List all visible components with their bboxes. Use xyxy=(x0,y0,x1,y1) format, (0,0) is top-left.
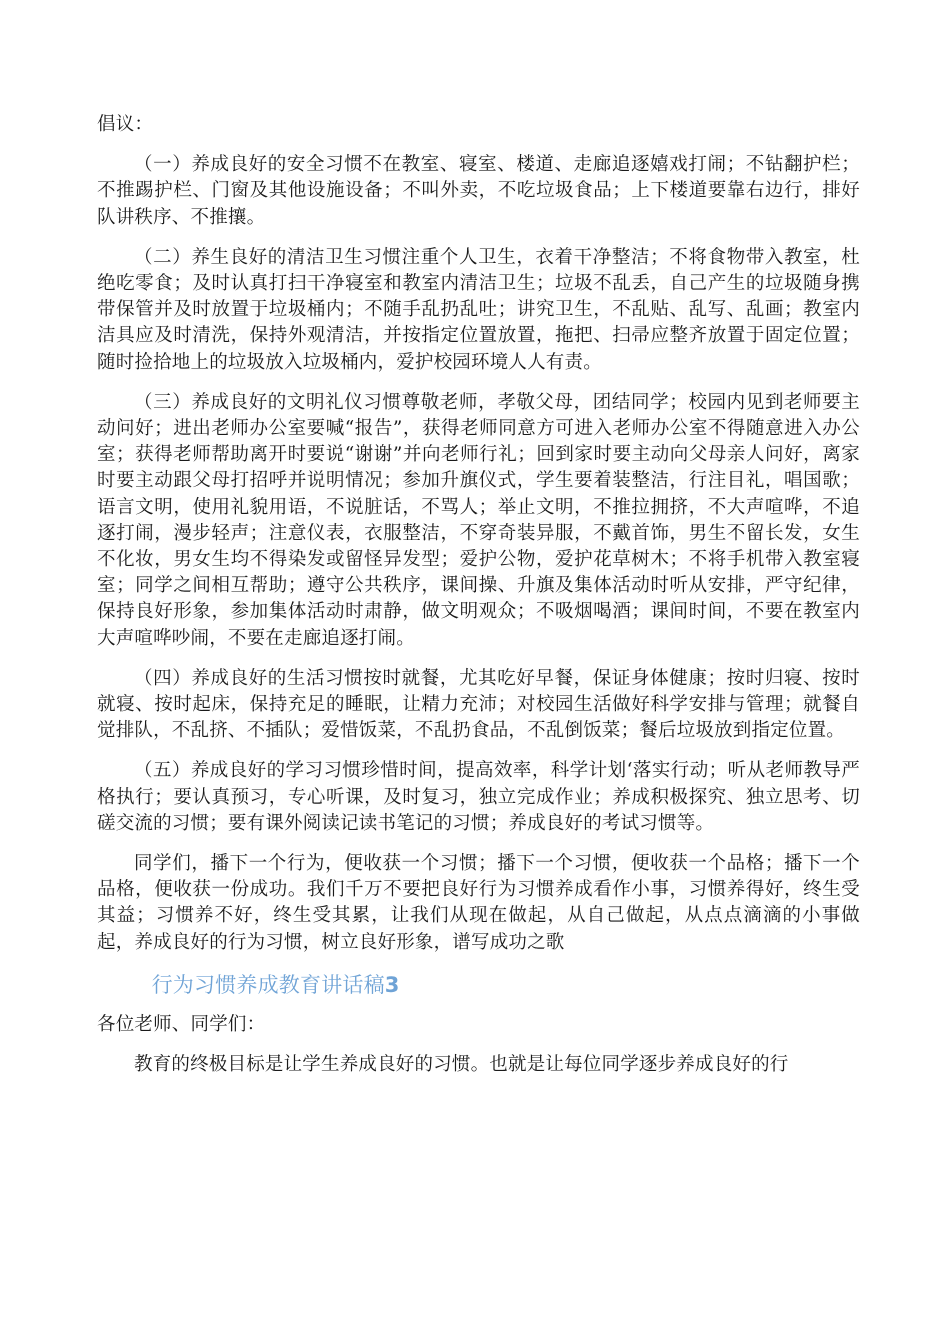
paragraph-conclusion: 同学们，播下一个行为，便收获一个习惯；播下一个习惯，便收获一个品格；播下一个品格，便收获一份成功。我们千万不要把良好行为习惯养成看作小事，习惯养得好，终生受其益；习惯养不好，终生受其累，让我们从现在做起，从自己做起，从点点滴滴的小事做起，养成良好的行为习惯，树立良好形象，谱写成功之歌 xyxy=(97,853,860,953)
paragraph-hygiene: （二）养生良好的清洁卫生习惯注重个人卫生，衣着干净整洁；不将食物带入教室，杜绝吃零食；及时认真打扫干净寝室和教室内清洁卫生；垃圾不乱丢，自己产生的垃圾随身携带保管并及时放置于垃圾桶内；不随手乱扔乱吐；讲究卫生，不乱贴、乱写、乱画；教室内洁具应及时清洗，保持外观清洁，并按指定位置放置，拖把、扫帚应整齐放置于固定位置；随时捡拾地上的垃圾放入垃圾桶内，爱护校园环境人人有责。 xyxy=(97,246,860,373)
document-body xyxy=(97,112,860,1092)
paragraph-etiquette: （三）养成良好的文明礼仪习惯尊敬老师，孝敬父母，团结同学；校园内见到老师要主动问好；进出老师办公室要喊“报告”，获得老师同意方可进入老师办公室不得随意进入办公室；获得老师帮助离开时要说“谢谢”并向老师行礼；回到家时要主动向父母亲人问好，离家时要主动跟父母打招呼并说明情况；参加升旗仪式，学生要着装整洁，行注目礼，唱国歌；语言文明，使用礼貌用语，不说脏话，不骂人；举止文明，不推拉拥挤，不大声喧哗，不追逐打闹，漫步轻声；注意仪表，衣服整洁，不穿奇装异服，不戴首饰，男生不留长发，女生不化妆，男女生均不得染发或留怪异发型；爱护公物，爱护花草树木；不将手机带入教室寝室；同学之间相互帮助；遵守公共秩序，课间操、升旗及集体活动时听从安排，严守纪律，保持良好形象，参加集体活动时肃静，做文明观众；不吸烟喝酒；课间时间，不要在教室内大声喧哗吵闹，不要在走廊追逐打闹。 xyxy=(97,391,860,649)
paragraph-safety: （一）养成良好的安全习惯不在教室、寝室、楼道、走廊追逐嬉戏打闹；不钻翻护栏；不推踢护栏、门窗及其他设施设备；不叫外卖，不吃垃圾食品；上下楼道要靠右边行，排好队讲秩序、不推攘。 xyxy=(97,154,860,228)
paragraph-opening: 教育的终极目标是让学生养成良好的习惯。也就是让每位同学逐步养成良好的行 xyxy=(134,1054,789,1076)
paragraph-study: （五）养成良好的学习习惯珍惜时间，提高效率，科学计划‘落实行动；听从老师教导严格执行；要认真预习，专心听课，及时复习，独立完成作业；养成积极探究、独立思考、切磋交流的习惯；要有课外阅读记读书笔记的习惯；养成良好的考试习惯等。 xyxy=(97,760,860,834)
paragraph-living: （四）养成良好的生活习惯按时就餐，尤其吃好早餐，保证身体健康；按时归寝、按时就寝、按时起床，保持充足的睡眠，让精力充沛；对校园生活做好科学安排与管理；就餐自觉排队，不乱挤、不插队；爱惜饭菜，不乱扔食品，不乱倒饭菜；餐后垃圾放到指定位置。 xyxy=(97,667,860,742)
section-heading xyxy=(97,970,860,1000)
section-heading-text: 行为习惯养成教育讲话稿 xyxy=(151,972,385,997)
salutation: 各位老师、同学们： xyxy=(97,1013,266,1035)
intro-label: 倡议： xyxy=(97,114,154,135)
section-heading-number: 3 xyxy=(384,972,400,997)
